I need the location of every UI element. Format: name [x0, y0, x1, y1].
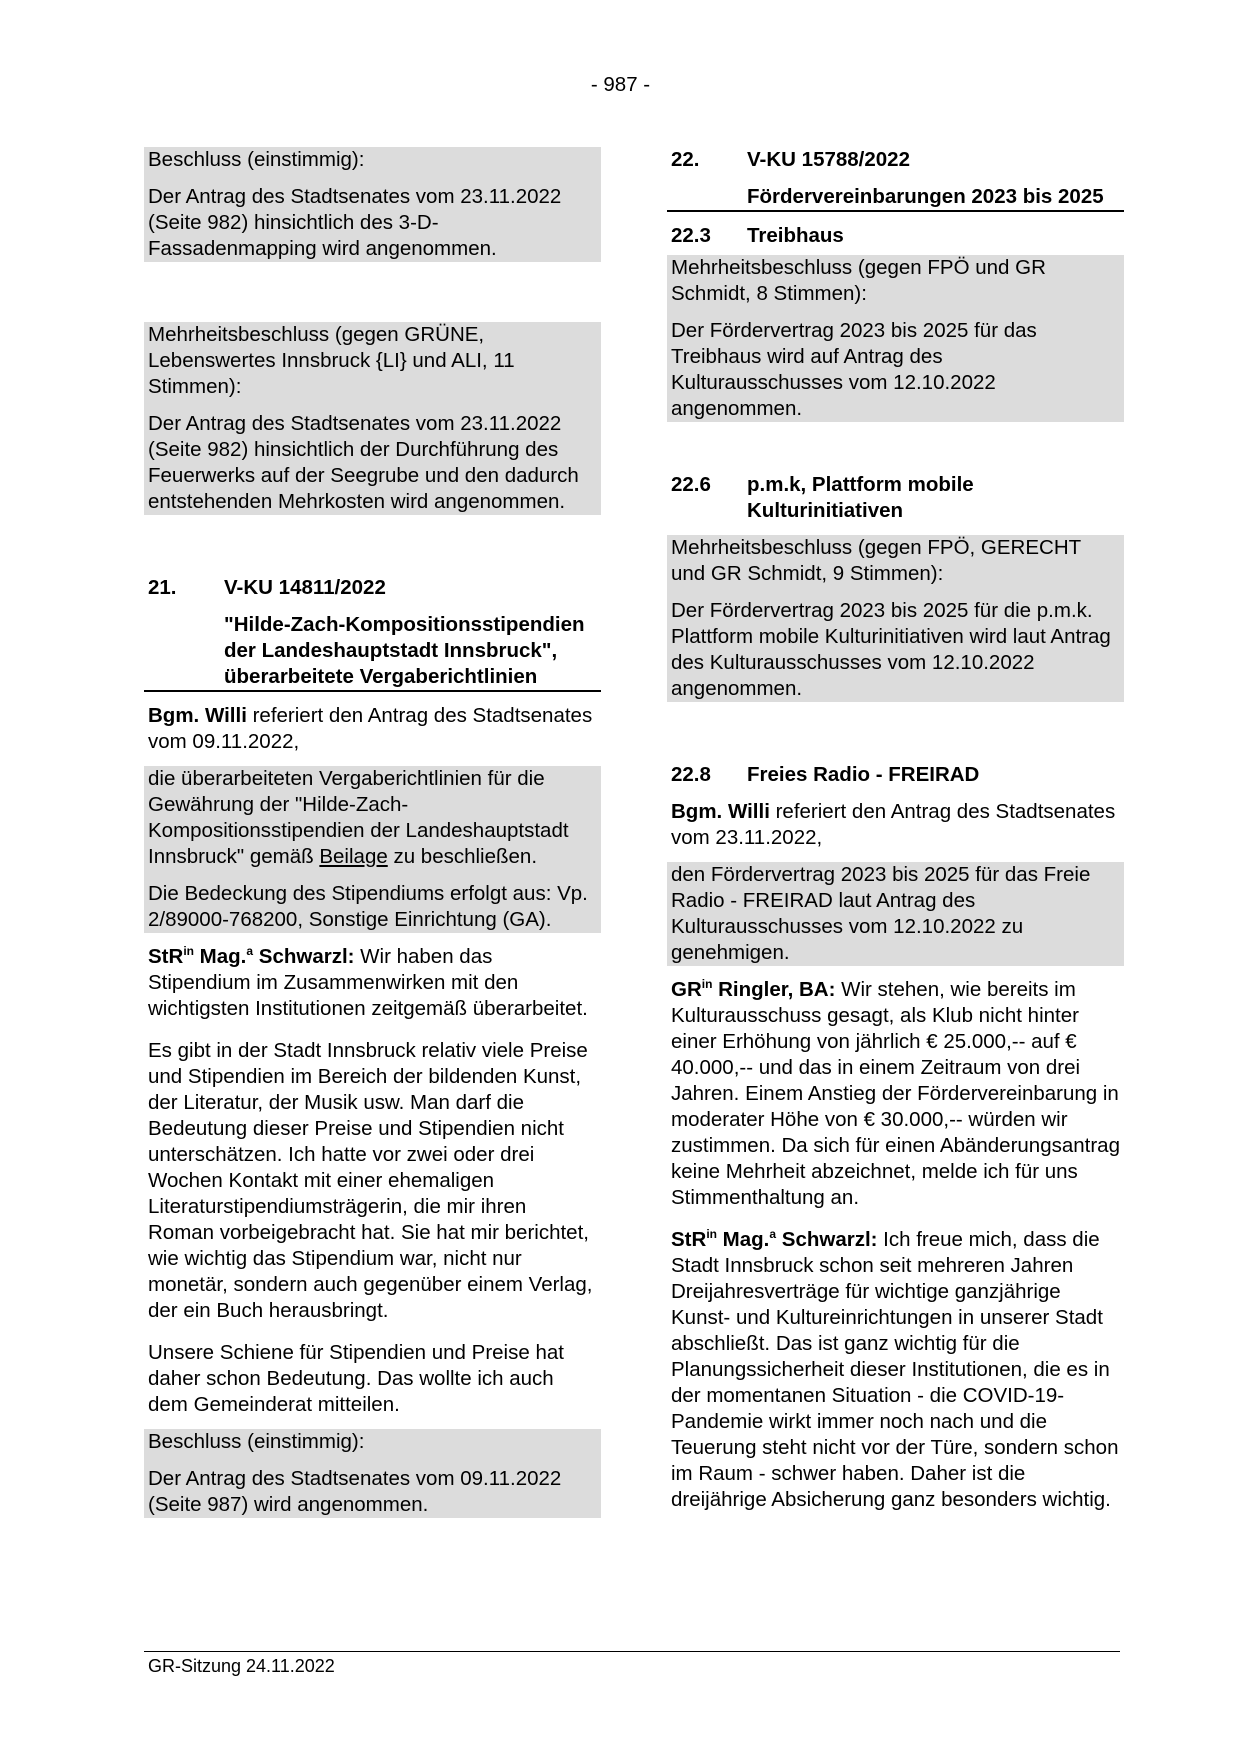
- item-number: 22.: [671, 148, 700, 171]
- item-title: Fördervereinbarungen 2023 bis 2025: [747, 185, 1104, 208]
- item-number: 22.3: [671, 224, 711, 247]
- resolution-text: Der Fördervertrag 2023 bis 2025 für die p.m.k. Plattform mobile Kulturinitiativen wird laut Antrag des Kulturausschusses vom 12.10.2022 angenommen.: [671, 599, 1111, 700]
- motion-box-freirad: [667, 862, 1124, 966]
- item-22-title: [667, 184, 1124, 212]
- item-number: 21.: [148, 576, 177, 599]
- resolution-text: Der Antrag des Stadtsenates vom 23.11.2022 (Seite 982) hinsichtlich des 3-D-Fassadenmapping wird angenommen.: [148, 185, 562, 260]
- beilage-link[interactable]: Beilage: [319, 845, 388, 868]
- item-title: "Hilde-Zach-Kompositionsstipendien der Landeshauptstadt Innsbruck", überarbeitete Vergaberichtlinien: [224, 613, 585, 688]
- item-number: 22.8: [671, 763, 711, 786]
- item-title: Freies Radio - FREIRAD: [747, 763, 980, 786]
- resolution-label: Beschluss (einstimmig):: [148, 148, 365, 171]
- speech-text: Ich freue mich, dass die Stadt Innsbruck schon seit mehreren Jahren Dreijahresverträge für wichtige ganzjährige Kunst- und Kultureinrichtungen in unserer Stadt abschließt. Das ist ganz wichtig für die Planungssicherheit dieser Institutionen, die es in der momentanen Situation - die COVID-19-Pandemie wirkt immer noch nach und die Teuerung steht nicht vor der Türe, sondern schon im Raum - schwer haben. Daher ist die dreijährige Absicherung ganz besonders wichtig.: [671, 1228, 1119, 1511]
- footer-divider: [144, 1651, 1120, 1652]
- item-22-8-heading: [667, 762, 1124, 788]
- resolution-text: Der Antrag des Stadtsenates vom 23.11.2022 (Seite 982) hinsichtlich der Durchführung des Feuerwerks auf der Seegrube und den dadurch entstehenden Mehrkosten wird angenommen.: [148, 412, 579, 513]
- footer-session-date: GR-Sitzung 24.11.2022: [148, 1656, 335, 1676]
- item-22-heading: [667, 147, 1124, 173]
- page-number: - 987 -: [590, 73, 651, 96]
- resolution-label: Mehrheitsbeschluss (gegen FPÖ, GERECHT und GR Schmidt, 9 Stimmen):: [671, 536, 1081, 585]
- speech-schwarzl: [144, 944, 601, 1022]
- resolution-label: Mehrheitsbeschluss (gegen FPÖ und GR Schmidt, 8 Stimmen):: [671, 256, 1046, 305]
- item-title: p.m.k, Plattform mobile Kulturinitiativen: [747, 473, 974, 522]
- speech-text: Wir haben das Stipendium im Zusammenwirken mit den wichtigsten Institutionen zeitgemäß überarbeitet.: [148, 945, 588, 1020]
- coverage-text: Die Bedeckung des Stipendiums erfolgt aus: Vp. 2/89000-768200, Sonstige Einrichtung (GA).: [148, 882, 588, 931]
- item-reference: V-KU 14811/2022: [224, 576, 386, 599]
- intro-paragraph: [667, 799, 1124, 851]
- intro-text: referiert den Antrag des Stadtsenates vom 23.11.2022,: [671, 800, 1116, 849]
- motion-box: [144, 766, 601, 933]
- item-number: 22.6: [671, 473, 711, 496]
- left-column: [144, 147, 601, 1518]
- item-22-6-heading: [667, 472, 1124, 524]
- speech-paragraph: Es gibt in der Stadt Innsbruck relativ viele Preise und Stipendien im Bereich der bildenden Kunst, der Literatur, der Musik usw. Man darf die Bedeutung dieser Preise und Stipendien nicht unterschätzen. Ich hatte vor zwei oder drei Wochen Kontakt mit einer ehemaligen Literaturstipendiumsträgerin, die mir ihren Roman vorbeigebracht hat. Sie hat mir berichtet, wie wichtig das Stipendium war, nicht nur monetär, sondern auch gegenüber einem Verlag, der ein Buch herausbringt.: [148, 1039, 593, 1322]
- item-21-heading: [144, 575, 601, 601]
- item-21-title: [144, 612, 601, 692]
- intro-paragraph: [144, 703, 601, 755]
- motion-text: die überarbeiteten Vergaberichtlinien für die Gewährung der "Hilde-Zach-Kompositionsstipendien der Landeshauptstadt Innsbruck" gemäß Beilage zu beschließen.: [148, 767, 569, 868]
- resolution-text: Der Antrag des Stadtsenates vom 09.11.2022 (Seite 987) wird angenommen.: [148, 1467, 562, 1516]
- speaker-name: $GR^{in}$ Ringler, BA:: [671, 977, 836, 1001]
- resolution-box-fassadenmapping: [144, 147, 601, 262]
- item-22-3-heading: [667, 223, 1124, 249]
- speaker-name: StR$^{in}$ Mag.$^a$ Schwarzl:: [671, 1227, 878, 1251]
- speaker-name: Bgm. Willi: [148, 704, 247, 727]
- intro-text: referiert den Antrag des Stadtsenates vom 09.11.2022,: [148, 704, 593, 753]
- speaker-name: StR$^{in}$ Mag.$^a$ Schwarzl:: [148, 944, 355, 968]
- speech-text: Wir stehen, wie bereits im Kulturausschuss gesagt, als Klub nicht hinter einer Erhöhung von jährlich € 25.000,-- auf € 40.000,-- und das in einem Zeitraum von drei Jahren. Einem Anstieg der Fördervereinbarung in moderater Höhe von € 30.000,-- würden wir zustimmen. Da sich für einen Abänderungsantrag keine Mehrheit abzeichnet, melde ich für uns Stimmenthaltung an.: [671, 978, 1120, 1209]
- item-reference: V-KU 15788/2022: [747, 148, 910, 171]
- speech-ringler: [667, 977, 1124, 1211]
- resolution-box-pmk: [667, 535, 1124, 702]
- motion-text: den Fördervertrag 2023 bis 2025 für das Freie Radio - FREIRAD laut Antrag des Kulturausschusses vom 12.10.2022 zu genehmigen.: [671, 863, 1091, 964]
- resolution-text: Der Fördervertrag 2023 bis 2025 für das Treibhaus wird auf Antrag des Kulturausschusses vom 12.10.2022 angenommen.: [671, 319, 1037, 420]
- resolution-box-treibhaus: [667, 255, 1124, 422]
- resolution-box-feuerwerk: [144, 322, 601, 515]
- speech-schwarzl-2: [667, 1227, 1124, 1513]
- speech-paragraph: Unsere Schiene für Stipendien und Preise hat daher schon Bedeutung. Das wollte ich auch dem Gemeinderat mitteilen.: [148, 1341, 564, 1416]
- resolution-label: Beschluss (einstimmig):: [148, 1430, 365, 1453]
- resolution-label: Mehrheitsbeschluss (gegen GRÜNE, Lebenswertes Innsbruck {LI} und ALI, 11 Stimmen):: [148, 323, 515, 398]
- resolution-box-item-21: [144, 1429, 601, 1518]
- speaker-name: Bgm. Willi: [671, 800, 770, 823]
- right-column: [667, 147, 1124, 1513]
- item-title: Treibhaus: [747, 224, 844, 247]
